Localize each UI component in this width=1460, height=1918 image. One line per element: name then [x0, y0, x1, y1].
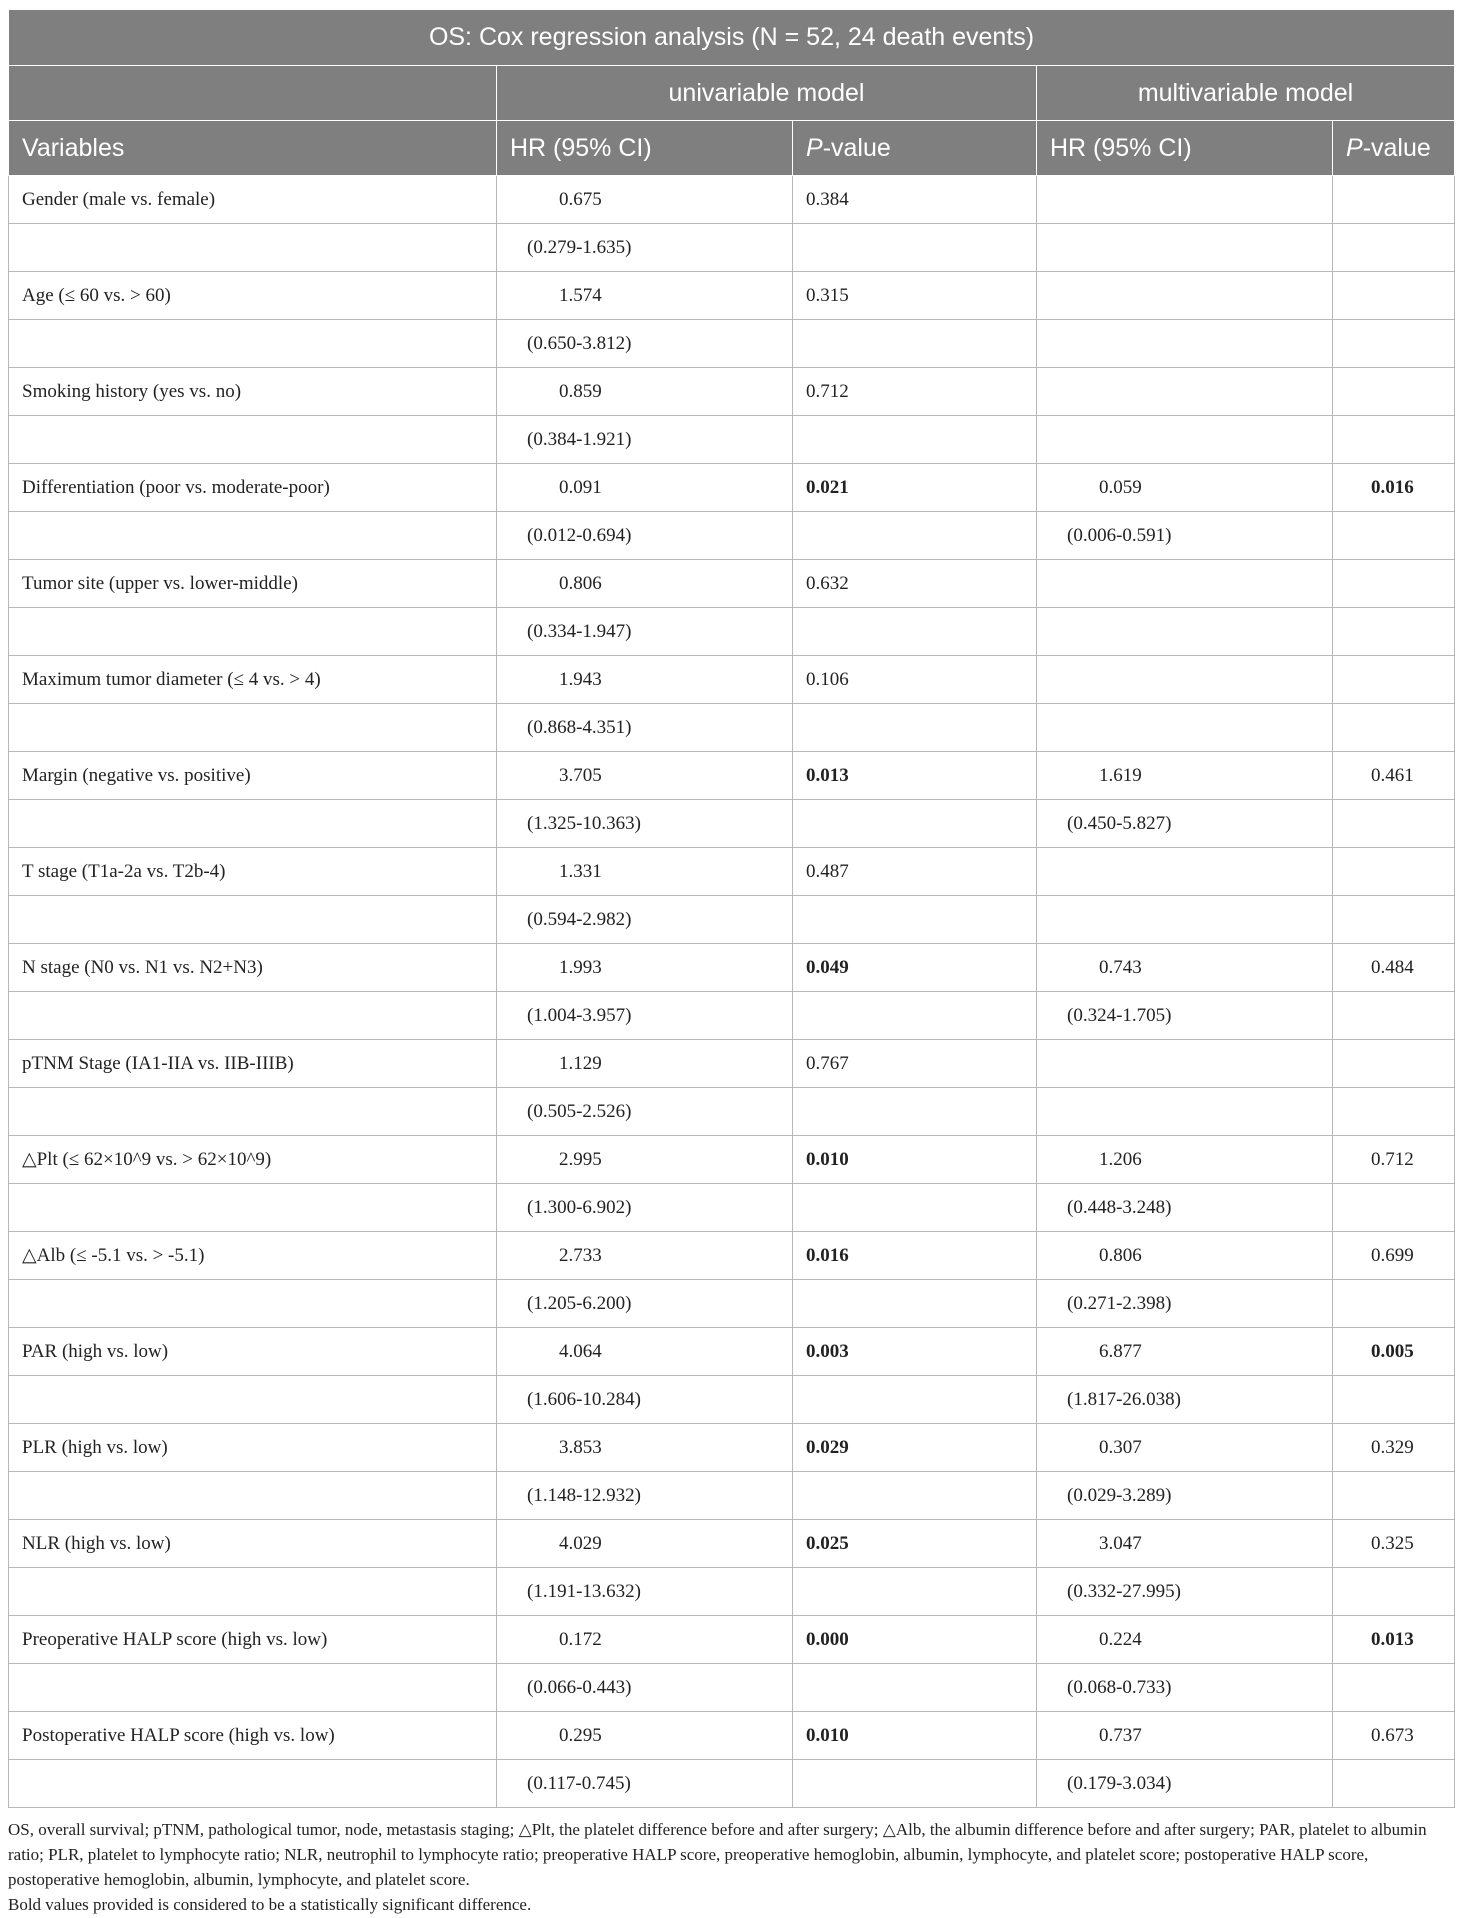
univariable-ci-cell: (0.279-1.635)	[497, 224, 793, 272]
table-row	[9, 272, 1455, 320]
univariable-p-cell-empty	[793, 1664, 1037, 1712]
multivariable-p-cell: 0.016	[1333, 464, 1455, 512]
univariable-hr-cell: 0.295	[497, 1712, 793, 1760]
multivariable-p-cell: 0.484	[1333, 944, 1455, 992]
univariable-ci-cell: (0.384-1.921)	[497, 416, 793, 464]
multivariable-p-cell-empty	[1333, 320, 1455, 368]
table-row-ci	[9, 1376, 1455, 1424]
table-title: OS: Cox regression analysis (N = 52, 24 death events)	[9, 10, 1455, 66]
variable-cell-empty	[9, 416, 497, 464]
multivariable-p-cell-empty	[1333, 704, 1455, 752]
table-row-ci	[9, 1760, 1455, 1808]
univariable-hr-cell: 3.705	[497, 752, 793, 800]
table-container	[8, 9, 1454, 1917]
table-row-ci	[9, 224, 1455, 272]
univariable-hr-cell: 1.129	[497, 1040, 793, 1088]
multivariable-hr-cell: 0.307	[1037, 1424, 1333, 1472]
univariable-ci-cell: (1.300-6.902)	[497, 1184, 793, 1232]
univariable-hr-cell: 1.331	[497, 848, 793, 896]
table-row-ci	[9, 1280, 1455, 1328]
multivariable-p-cell: 0.699	[1333, 1232, 1455, 1280]
univariable-p-cell: 0.021	[793, 464, 1037, 512]
table-row-ci	[9, 416, 1455, 464]
univariable-p-cell: 0.712	[793, 368, 1037, 416]
multivariable-p-cell-empty	[1333, 800, 1455, 848]
univariable-p-cell-empty	[793, 1184, 1037, 1232]
multivariable-p-cell-empty	[1333, 896, 1455, 944]
variable-cell: Postoperative HALP score (high vs. low)	[9, 1712, 497, 1760]
variable-cell: Preoperative HALP score (high vs. low)	[9, 1616, 497, 1664]
variable-cell-empty	[9, 896, 497, 944]
multivariable-ci-cell: (0.271-2.398)	[1037, 1280, 1333, 1328]
univariable-ci-cell: (1.205-6.200)	[497, 1280, 793, 1328]
univariable-p-cell-empty	[793, 512, 1037, 560]
variable-cell-empty	[9, 1184, 497, 1232]
univariable-p-cell-empty	[793, 1088, 1037, 1136]
multivariable-ci-cell	[1037, 896, 1333, 944]
variable-cell-empty	[9, 704, 497, 752]
table-row	[9, 176, 1455, 224]
variable-cell: Age (≤ 60 vs. > 60)	[9, 272, 497, 320]
table-row-ci	[9, 512, 1455, 560]
univariable-p-cell: 0.003	[793, 1328, 1037, 1376]
table-row-ci	[9, 1088, 1455, 1136]
univariable-hr-cell: 0.172	[497, 1616, 793, 1664]
variable-cell: Maximum tumor diameter (≤ 4 vs. > 4)	[9, 656, 497, 704]
univariable-p-cell-empty	[793, 1280, 1037, 1328]
table-row	[9, 944, 1455, 992]
variable-cell: △Alb (≤ -5.1 vs. > -5.1)	[9, 1232, 497, 1280]
multivariable-hr-cell	[1037, 368, 1333, 416]
variable-cell: Gender (male vs. female)	[9, 176, 497, 224]
table-row-ci	[9, 1568, 1455, 1616]
multivariable-p-cell-empty	[1333, 416, 1455, 464]
multivariable-hr-cell	[1037, 1040, 1333, 1088]
variable-cell-empty	[9, 608, 497, 656]
multivariable-hr-cell: 0.224	[1037, 1616, 1333, 1664]
multivariable-p-cell	[1333, 656, 1455, 704]
table-row	[9, 1424, 1455, 1472]
univariable-ci-cell: (0.594-2.982)	[497, 896, 793, 944]
univariable-p-cell-empty	[793, 800, 1037, 848]
variable-cell: PLR (high vs. low)	[9, 1424, 497, 1472]
table-body	[9, 176, 1455, 1808]
variable-cell-empty	[9, 1376, 497, 1424]
table-row-ci	[9, 1184, 1455, 1232]
multivariable-hr-cell	[1037, 176, 1333, 224]
multivariable-ci-cell: (0.324-1.705)	[1037, 992, 1333, 1040]
variable-cell: Tumor site (upper vs. lower-middle)	[9, 560, 497, 608]
multivariable-ci-cell	[1037, 704, 1333, 752]
univariable-ci-cell: (1.606-10.284)	[497, 1376, 793, 1424]
univariable-hr-cell: 4.064	[497, 1328, 793, 1376]
variable-cell: PAR (high vs. low)	[9, 1328, 497, 1376]
multivariable-hr-cell: 0.806	[1037, 1232, 1333, 1280]
multivariable-ci-cell: (0.450-5.827)	[1037, 800, 1333, 848]
multivariable-hr-cell	[1037, 272, 1333, 320]
cox-regression-table	[8, 9, 1455, 1808]
variable-cell-empty	[9, 1472, 497, 1520]
univariable-p-header: P-value	[793, 121, 1037, 176]
univariable-p-cell: 0.010	[793, 1712, 1037, 1760]
multivariable-hr-cell	[1037, 848, 1333, 896]
multivariable-p-header: P-value	[1333, 121, 1455, 176]
multivariable-ci-cell: (0.029-3.289)	[1037, 1472, 1333, 1520]
multivariable-hr-cell	[1037, 656, 1333, 704]
variable-cell-empty	[9, 992, 497, 1040]
univariable-p-cell-empty	[793, 416, 1037, 464]
multivariable-p-cell: 0.013	[1333, 1616, 1455, 1664]
univariable-hr-cell: 1.574	[497, 272, 793, 320]
univariable-p-cell: 0.384	[793, 176, 1037, 224]
multivariable-ci-cell	[1037, 320, 1333, 368]
multivariable-p-cell: 0.712	[1333, 1136, 1455, 1184]
univariable-p-cell: 0.010	[793, 1136, 1037, 1184]
univariable-p-cell: 0.767	[793, 1040, 1037, 1088]
multivariable-p-cell-empty	[1333, 512, 1455, 560]
multivariable-hr-cell: 1.206	[1037, 1136, 1333, 1184]
multivariable-p-cell-empty	[1333, 1184, 1455, 1232]
table-row	[9, 848, 1455, 896]
multivariable-p-cell-empty	[1333, 1472, 1455, 1520]
univariable-p-cell-empty	[793, 608, 1037, 656]
table-row	[9, 1040, 1455, 1088]
variable-cell-empty	[9, 1088, 497, 1136]
univariable-ci-cell: (0.868-4.351)	[497, 704, 793, 752]
table-row-ci	[9, 1664, 1455, 1712]
table-row-ci	[9, 992, 1455, 1040]
variable-cell-empty	[9, 512, 497, 560]
multivariable-hr-cell: 3.047	[1037, 1520, 1333, 1568]
univariable-p-cell-empty	[793, 1568, 1037, 1616]
multivariable-p-cell: 0.329	[1333, 1424, 1455, 1472]
variable-cell-empty	[9, 1280, 497, 1328]
univariable-ci-cell: (0.334-1.947)	[497, 608, 793, 656]
multivariable-p-cell-empty	[1333, 1664, 1455, 1712]
multivariable-p-cell: 0.461	[1333, 752, 1455, 800]
univariable-hr-cell: 1.993	[497, 944, 793, 992]
variable-cell: N stage (N0 vs. N1 vs. N2+N3)	[9, 944, 497, 992]
table-row-ci	[9, 1472, 1455, 1520]
univariable-model-header: univariable model	[497, 66, 1037, 121]
multivariable-hr-cell: 6.877	[1037, 1328, 1333, 1376]
variable-cell: △Plt (≤ 62×10^9 vs. > 62×10^9)	[9, 1136, 497, 1184]
multivariable-p-cell-empty	[1333, 608, 1455, 656]
univariable-ci-cell: (0.066-0.443)	[497, 1664, 793, 1712]
univariable-p-cell: 0.016	[793, 1232, 1037, 1280]
univariable-p-cell-empty	[793, 1760, 1037, 1808]
univariable-p-cell-empty	[793, 704, 1037, 752]
univariable-p-cell: 0.315	[793, 272, 1037, 320]
univariable-hr-cell: 2.995	[497, 1136, 793, 1184]
univariable-p-cell-empty	[793, 896, 1037, 944]
univariable-hr-cell: 0.091	[497, 464, 793, 512]
table-row	[9, 1232, 1455, 1280]
multivariable-model-header: multivariable model	[1037, 66, 1455, 121]
univariable-p-cell: 0.029	[793, 1424, 1037, 1472]
multivariable-ci-cell: (0.179-3.034)	[1037, 1760, 1333, 1808]
univariable-hr-cell: 0.806	[497, 560, 793, 608]
multivariable-hr-cell: 1.619	[1037, 752, 1333, 800]
multivariable-p-cell: 0.673	[1333, 1712, 1455, 1760]
table-row	[9, 1712, 1455, 1760]
multivariable-p-cell-empty	[1333, 1280, 1455, 1328]
multivariable-hr-header: HR (95% CI)	[1037, 121, 1333, 176]
table-row	[9, 464, 1455, 512]
multivariable-p-cell	[1333, 848, 1455, 896]
table-row	[9, 560, 1455, 608]
multivariable-ci-cell	[1037, 416, 1333, 464]
multivariable-ci-cell: (0.448-3.248)	[1037, 1184, 1333, 1232]
univariable-hr-cell: 0.859	[497, 368, 793, 416]
table-row	[9, 368, 1455, 416]
multivariable-hr-cell: 0.059	[1037, 464, 1333, 512]
multivariable-ci-cell	[1037, 1088, 1333, 1136]
univariable-p-cell: 0.013	[793, 752, 1037, 800]
univariable-p-cell-empty	[793, 224, 1037, 272]
multivariable-p-cell-empty	[1333, 1568, 1455, 1616]
variable-cell: pTNM Stage (IA1-IIA vs. IIB-IIIB)	[9, 1040, 497, 1088]
univariable-p-cell-empty	[793, 1472, 1037, 1520]
variable-cell-empty	[9, 1664, 497, 1712]
univariable-ci-cell: (1.191-13.632)	[497, 1568, 793, 1616]
multivariable-p-cell: 0.325	[1333, 1520, 1455, 1568]
multivariable-p-cell: 0.005	[1333, 1328, 1455, 1376]
univariable-p-cell: 0.632	[793, 560, 1037, 608]
univariable-hr-cell: 3.853	[497, 1424, 793, 1472]
table-row	[9, 1520, 1455, 1568]
variable-cell: Smoking history (yes vs. no)	[9, 368, 497, 416]
univariable-ci-cell: (1.004-3.957)	[497, 992, 793, 1040]
multivariable-p-cell-empty	[1333, 1376, 1455, 1424]
multivariable-p-cell	[1333, 560, 1455, 608]
multivariable-ci-cell	[1037, 224, 1333, 272]
variable-cell-empty	[9, 1568, 497, 1616]
multivariable-hr-cell	[1037, 560, 1333, 608]
univariable-ci-cell: (0.012-0.694)	[497, 512, 793, 560]
univariable-p-cell-empty	[793, 992, 1037, 1040]
multivariable-ci-cell	[1037, 608, 1333, 656]
variable-cell-empty	[9, 224, 497, 272]
abbreviations-note: OS, overall survival; pTNM, pathological tumor, node, metastasis staging; △Plt, the platelet difference before and after surgery; △Alb, the albumin difference before and after surgery; PAR, platelet to albumin ratio; PLR, platelet to lymphocyte ratio; NLR, neutrophil to lymphocyte ratio; preoperative HALP score, preoperative hemoglobin, albumin, lymphocyte, and platelet score; postoperative HALP score, postoperative hemoglobin, albumin, lymphocyte, and platelet score.	[8, 1820, 1427, 1889]
multivariable-hr-cell: 0.743	[1037, 944, 1333, 992]
multivariable-ci-cell: (0.332-27.995)	[1037, 1568, 1333, 1616]
table-row	[9, 1328, 1455, 1376]
univariable-p-cell: 0.487	[793, 848, 1037, 896]
variable-cell: Margin (negative vs. positive)	[9, 752, 497, 800]
variable-cell-empty	[9, 1760, 497, 1808]
multivariable-p-cell	[1333, 272, 1455, 320]
table-row	[9, 752, 1455, 800]
table-row-ci	[9, 608, 1455, 656]
variable-cell-empty	[9, 800, 497, 848]
univariable-ci-cell: (0.505-2.526)	[497, 1088, 793, 1136]
table-row-ci	[9, 896, 1455, 944]
univariable-ci-cell: (0.650-3.812)	[497, 320, 793, 368]
multivariable-hr-cell: 0.737	[1037, 1712, 1333, 1760]
table-row-ci	[9, 704, 1455, 752]
univariable-hr-cell: 4.029	[497, 1520, 793, 1568]
univariable-p-cell: 0.106	[793, 656, 1037, 704]
univariable-p-cell-empty	[793, 1376, 1037, 1424]
univariable-p-cell: 0.049	[793, 944, 1037, 992]
multivariable-ci-cell: (0.006-0.591)	[1037, 512, 1333, 560]
table-row-ci	[9, 320, 1455, 368]
bold-values-note: Bold values provided is considered to be a statistically significant difference.	[8, 1895, 532, 1914]
multivariable-p-cell	[1333, 368, 1455, 416]
univariable-p-cell: 0.025	[793, 1520, 1037, 1568]
multivariable-p-cell-empty	[1333, 992, 1455, 1040]
univariable-hr-cell: 2.733	[497, 1232, 793, 1280]
variable-cell: Differentiation (poor vs. moderate-poor)	[9, 464, 497, 512]
multivariable-p-cell-empty	[1333, 224, 1455, 272]
multivariable-p-cell	[1333, 1040, 1455, 1088]
variable-cell-empty	[9, 320, 497, 368]
multivariable-p-cell-empty	[1333, 1088, 1455, 1136]
variable-cell: NLR (high vs. low)	[9, 1520, 497, 1568]
variables-header: Variables	[9, 121, 497, 176]
multivariable-p-cell	[1333, 176, 1455, 224]
univariable-hr-cell: 0.675	[497, 176, 793, 224]
header-blank	[9, 66, 497, 121]
univariable-ci-cell: (0.117-0.745)	[497, 1760, 793, 1808]
multivariable-ci-cell: (1.817-26.038)	[1037, 1376, 1333, 1424]
table-row	[9, 656, 1455, 704]
table-row	[9, 1616, 1455, 1664]
univariable-hr-cell: 1.943	[497, 656, 793, 704]
multivariable-ci-cell: (0.068-0.733)	[1037, 1664, 1333, 1712]
univariable-p-cell-empty	[793, 320, 1037, 368]
univariable-ci-cell: (1.325-10.363)	[497, 800, 793, 848]
table-row	[9, 1136, 1455, 1184]
univariable-p-cell: 0.000	[793, 1616, 1037, 1664]
table-row-ci	[9, 800, 1455, 848]
table-footnotes	[8, 1817, 1454, 1917]
univariable-ci-cell: (1.148-12.932)	[497, 1472, 793, 1520]
univariable-hr-header: HR (95% CI)	[497, 121, 793, 176]
multivariable-p-cell-empty	[1333, 1760, 1455, 1808]
variable-cell: T stage (T1a-2a vs. T2b-4)	[9, 848, 497, 896]
